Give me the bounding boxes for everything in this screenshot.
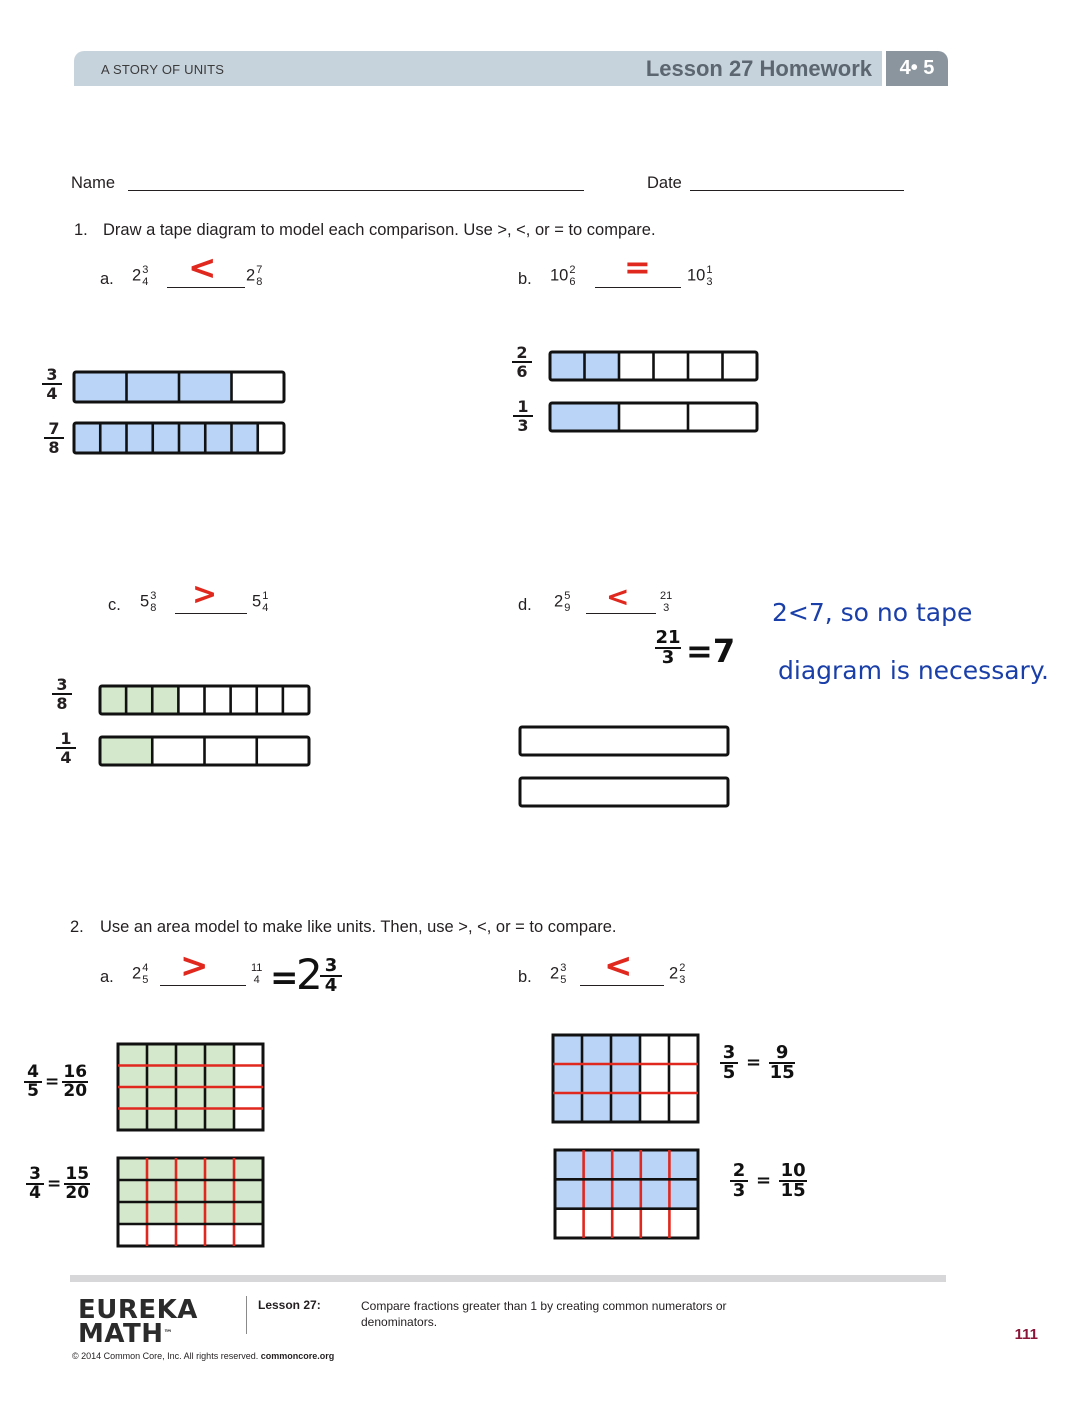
footer-rule — [70, 1275, 946, 1282]
tape-label-1a-bottom: 7 8 — [44, 420, 64, 456]
tape-label-1b-top: 2 6 — [512, 344, 532, 380]
name-label: Name — [71, 174, 116, 192]
problem2b-right-mixed — [669, 962, 686, 986]
problem2-instruction: Use an area model to make like units. Then, use >, <, or = to compare. — [100, 918, 617, 936]
area-2b-bottom — [555, 1150, 698, 1238]
footer-copyright: © 2014 Common Core, Inc. All rights reserved. commoncore.org — [72, 1351, 335, 1361]
tape-1b-top — [550, 352, 757, 380]
numerator: 21 — [655, 627, 681, 648]
fraction: 2 6 — [569, 264, 576, 288]
whole-number: 2 — [132, 266, 142, 285]
whole-number: 2 — [554, 592, 564, 611]
whole-number: 5 — [140, 592, 150, 611]
problem2a-left-mixed — [132, 962, 149, 986]
problem1d-note-line1: 2<7, so no tape — [772, 598, 973, 627]
problem1d-work-result: =7 — [686, 632, 736, 670]
problem2a-answer: > — [180, 946, 209, 986]
problem1d-answer: < — [606, 580, 630, 613]
tape-1d-bottom — [520, 778, 728, 806]
tape-label-1a-top: 3 4 — [42, 366, 62, 402]
fraction: 3 8 — [150, 590, 157, 614]
problem1a-answer: < — [188, 248, 217, 288]
area-2b-top-shade — [553, 1035, 640, 1122]
problem1c-answer: > — [192, 577, 218, 612]
lesson-title: Lesson 27 Homework — [645, 56, 872, 81]
fraction: 2 3 — [679, 962, 686, 986]
problem1b-label: b. — [518, 270, 532, 288]
denominator: 3 — [661, 647, 675, 668]
whole-number: 10 — [550, 266, 569, 285]
problem1b-answer: = — [624, 248, 651, 286]
tape-1b-bottom — [550, 403, 757, 431]
problem1d-label: d. — [518, 596, 532, 614]
tape-1a-top — [74, 372, 284, 402]
problem2a-work-fraction: 3 4 — [320, 957, 342, 995]
problem1-number: 1. — [74, 221, 88, 239]
problem2a-work-whole: 2 — [296, 950, 323, 999]
fraction: 21 3 — [660, 590, 673, 614]
tape-1c-bottom-shade — [100, 737, 152, 765]
footer-divider — [246, 1296, 247, 1334]
area-eq-2b-bottom: $\frac{2}{3}$ = $\frac{10}{15}$ — [730, 1162, 807, 1200]
footer-lesson-label: Lesson 27: — [258, 1298, 321, 1312]
whole-number: 10 — [687, 266, 706, 285]
page-number: 111 — [1014, 1326, 1038, 1343]
area-2a-bottom-shade — [118, 1158, 263, 1224]
problem1d-note-line2: diagram is necessary. — [778, 656, 1049, 685]
tape-1d-top-outline — [520, 727, 728, 755]
area-eq-2a-top: $\frac{4}{5}$ = $\frac{16}{20}$ — [24, 1064, 88, 1100]
tape-1a-bottom-shade — [74, 423, 258, 453]
date-label: Date — [647, 174, 682, 192]
tape-1c-top — [100, 686, 309, 714]
problem2a-label: a. — [100, 968, 114, 986]
area-2a-bottom — [118, 1158, 263, 1246]
fraction: 3 4 — [142, 264, 149, 288]
problem2a-work-equals: = — [270, 958, 299, 998]
problem1a-label: a. — [100, 270, 114, 288]
tape-1c-top-shade — [100, 686, 178, 714]
whole-number: 2 — [132, 964, 142, 983]
area-2a-top — [118, 1044, 263, 1130]
tape-1a-top-shade — [74, 372, 232, 402]
problem2b-label: b. — [518, 968, 532, 986]
tape-1d-top — [520, 727, 728, 755]
problem2-number: 2. — [70, 918, 84, 936]
tape-1b-bottom-shade — [550, 403, 619, 431]
tape-1a-bottom — [74, 423, 284, 453]
area-eq-2a-bottom: $\frac{3}{4}$ = $\frac{15}{20}$ — [26, 1166, 90, 1202]
tape-label-1c-top: 3 8 — [52, 676, 72, 712]
tape-label-1c-bottom: 1 4 — [56, 730, 76, 766]
problem1-instruction: Draw a tape diagram to model each comparison. Use >, <, or = to compare. — [103, 221, 656, 239]
fraction: 4 5 — [142, 962, 149, 986]
whole-number: 5 — [252, 592, 262, 611]
fraction: 7 8 — [256, 264, 263, 288]
footer-description: Compare fractions greater than 1 by creating common numerators or denominators. — [361, 1299, 727, 1329]
area-2b-top — [553, 1035, 698, 1122]
fraction: 3 5 — [560, 962, 567, 986]
series-title: A STORY OF UNITS — [101, 62, 225, 77]
problem1c-label: c. — [108, 596, 121, 614]
tape-1c-bottom — [100, 737, 309, 765]
tape-1d-bottom-outline — [520, 778, 728, 806]
whole-number: 2 — [550, 964, 560, 983]
copyright-site: commoncore.org — [260, 1351, 335, 1361]
problem2b-answer: < — [604, 946, 633, 986]
whole-number: 2 — [246, 266, 256, 285]
fraction: 1 3 — [706, 264, 713, 288]
fraction: 11 4 — [251, 962, 263, 986]
fraction: 1 4 — [262, 590, 269, 614]
problem2a-right-fraction — [250, 962, 263, 986]
fraction: 5 9 — [564, 590, 571, 614]
whole-number: 2 — [669, 964, 679, 983]
area-eq-2b-top: $\frac{3}{5}$ = $\frac{9}{15}$ — [720, 1044, 795, 1082]
grade-module-badge: 4• 5 — [886, 51, 948, 86]
problem2b-left-mixed — [550, 962, 567, 986]
tape-label-1b-bottom: 1 3 — [513, 398, 533, 434]
eureka-math-logo: EUREKA MATH™ — [78, 1295, 198, 1349]
